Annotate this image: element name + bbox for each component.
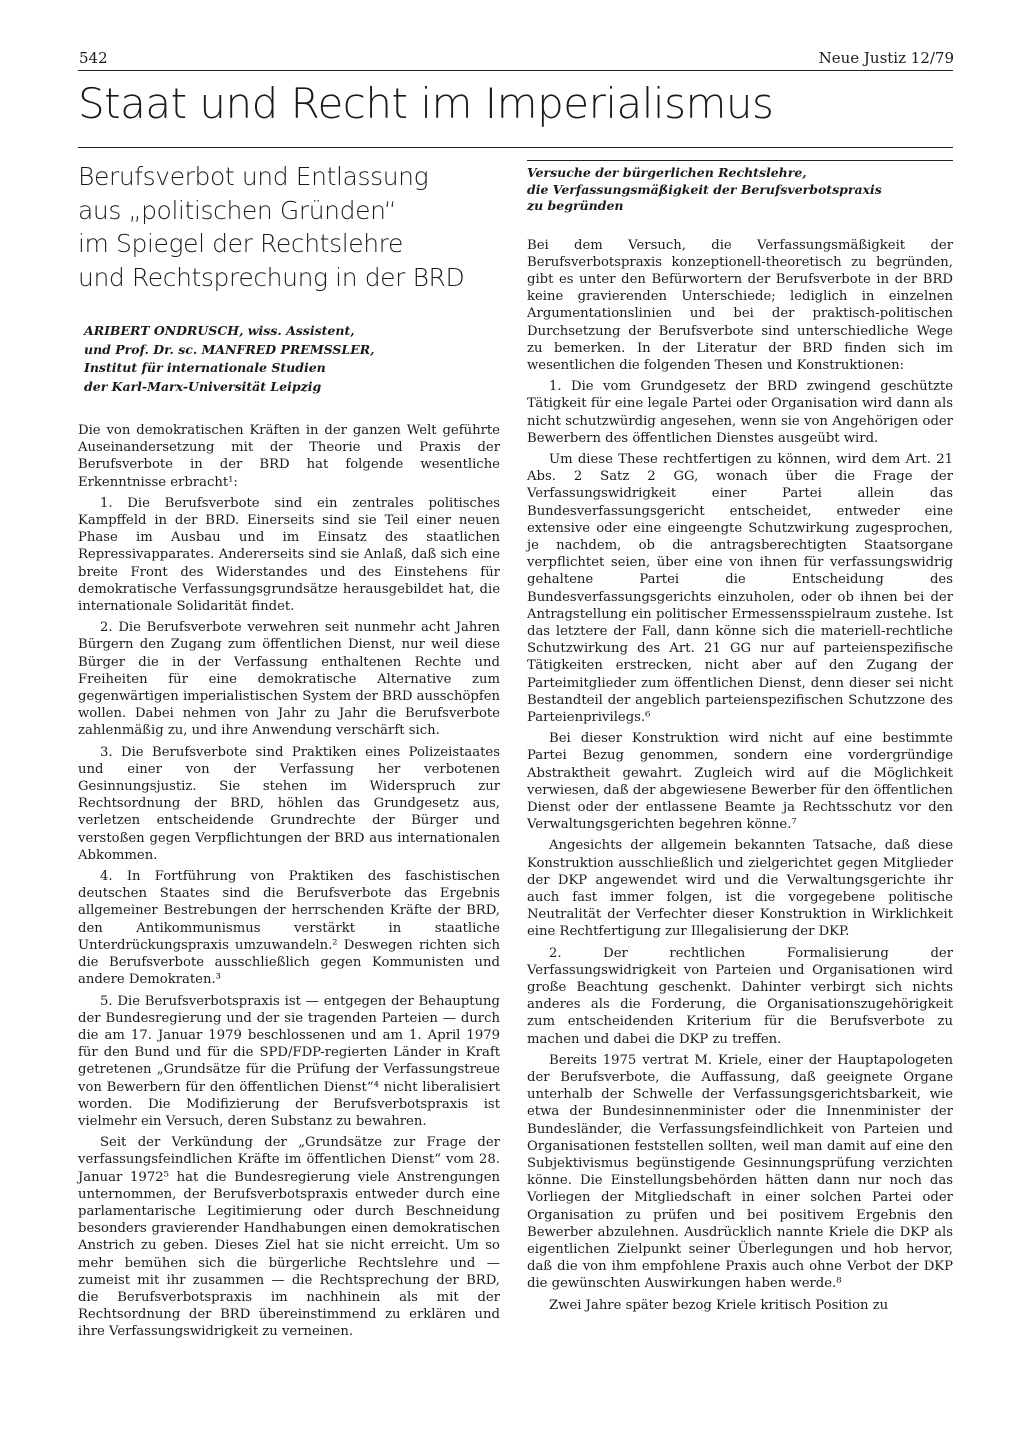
title-line: im Spiegel der Rechtslehre [78,229,403,258]
paragraph: Zwei Jahre später bezog Kriele kritisch Position zu [549,1297,889,1313]
title-line: und Rechtsprechung in der BRD [78,262,465,292]
paragraph: 2. Der rechtlichen Formalisierung der Verfassungswidrigkeit von Parteien und Organisationen wird große Beachtung geschenkt. Dahinter verbirgt sich nichts anderes als die Forderung, die Organisationszugehörigkeit zum entscheidenden Kriterium für die Berufsverbote zu machen und dabei die DKP zu treffen. [527,945,953,1047]
subhead-line: Versuche der bürgerlichen Rechtslehre, [527,165,807,180]
paragraph: Bei dieser Konstruktion wird nicht auf eine bestimmte Partei Bezug genommen, sondern eine vordergründige Abstraktheit gewahrt. Zugleich wird auf die Möglichkeit verwiesen, daß der abgewiesene Bewerber für den öffentlichen Dienst oder der entlassene Beamte ja Rechtsschutz vor den Verwaltungsgerichten begehren könne.⁷ [527,731,953,833]
paragraph: Bereits 1975 vertrat M. Kriele, einer der Hauptapologeten der Berufsverbote, die Auffassung, daß geeignete Organe unterhalb der Schwelle der Verfassungsgerichtsbarkeit, wie etwa der Bundesinnenminister oder die Innenminister der Bundesländer, die Verfassungsfeindlichkeit von Parteien und Organisationen feststellen sollten, weil man damit auf eine den Subjektivismus begünstigende Gesinnungsprüfung verzichten könne. Die Einstellungsbehörden hätten dann nur noch das Vorliegen der Mitgliedschaft in einer solchen Partei oder Organisation zu prüfen und bei positivem Ergebnis den Bewerber abzulehnen. Ausdrücklich nannte Kriele die DKP als eigentlichen Zielpunkt seiner Überlegungen und hob hervor, daß die von ihm empfohlene Praxis auch ohne Verbot der DKP die gewünschten Auswirkungen haben werde.⁸ [527,1052,953,1292]
paragraph: Bei dem Versuch, die Verfassungsmäßigkeit der Berufsverbotspraxis konzeptionell-theoretisch zu begründen, gibt es unter den Befürwortern der Berufsverbote in der BRD keine gravierenden Unterschiede; lediglich in einzelnen Argumentationslinien und bei der praktisch-politischen Durchsetzung der Berufsverbote sind unterschiedliche Wege zu bemerken. In der Literatur der BRD finden sich im wesentlichen die folgenden Thesen und Konstruktionen: [527,237,953,373]
author-line: und Prof. Dr. sc. MANFRED PREMSSLER, [84,341,375,357]
header-rule [78,70,953,71]
right-body [527,237,953,1314]
author-line: ARIBERT ONDRUSCH, wiss. Assistent, [84,323,355,338]
paragraph: Seit der Verkündung der „Grundsätze zur Frage der verfassungsfeindlichen Kräfte im öffentlichen Dienst“ vom 28. Januar 1972⁵ hat die Bundesregierung viele Anstrengungen unternommen, der Berufsverbotspraxis entweder durch eine parlamentarische Legitimierung oder durch Beschneidung besonders gravierender Handhabungen einen demokratischen Anstrich zu geben. Dieses Ziel hat sie nicht erreicht. Um so mehr bemühen sich die bürgerliche Rechtslehre und — zumeist mit ihr zusammen — die Rechtsprechung der BRD, die Berufsverbotspraxis im nachhinein als mit der Rechtsordnung der BRD übereinstimmend zu erklären und ihre Verfassungswidrigkeit zu verneinen. [78,1135,500,1340]
page-number: 542 [79,49,108,67]
title-line: Berufsverbot und Entlassung [78,162,429,191]
paragraph: 4. In Fortführung von Praktiken des faschistischen deutschen Staates sind die Berufsverbote das Ergebnis allgemeiner Bestrebungen der herrschenden Kräfte der BRD, den Antikommunismus verstärkt in staatliche Unterdrückungspraxis umzuwandeln.² Deswegen richten sich die Berufsverbote ausschließlich gegen Kommunisten und andere Demokraten.³ [78,869,500,988]
author-line: der Karl-Marx-Universität Leipzig [84,378,322,394]
left-body [78,422,500,1341]
subhead-line: die Verfassungsmäßigkeit der Berufsverbotspraxis [527,181,882,197]
left-column [78,160,500,1345]
author-block [78,322,500,396]
right-column [527,160,953,1318]
paragraph: 1. Die vom Grundgesetz der BRD zwingend geschützte Tätigkeit für eine legale Partei oder Organisation wird dann als nicht schutzwürdig angesehen, wenn sie von Angehörigen oder Bewerbern des öffentlichen Dienstes ausgeübt wird. [527,379,953,446]
paragraph: Um diese These rechtfertigen zu können, wird dem Art. 21 Abs. 2 Satz 2 GG, wonach über die Frage der Verfassungswidrigkeit einer Partei allein das Bundesverfassungsgericht entscheidet, entweder eine extensive oder eine eingeengte Schutzwirkung zugesprochen, je nachdem, ob die antragsberechtigten Staatsorgane verpflichtet seien, über eine von ihnen für verfassungswidrig gehaltene Partei die Entscheidung des Bundesverfassungsgerichts einzuholen, oder ob ihnen bei der Antragstellung ein politischer Ermessensspielraum zustehe. Ist das letztere der Fall, dann könne sich die materiell-rechtliche Schutzwirkung des Art. 21 GG nur auf parteienspezifische Tätigkeiten erstrecken, nicht aber auf den Zugang der Parteimitglieder zum öffentlichen Dienst, denn dieser sei nicht Bestandteil der angeblich parteienspezifischen Schutzzone des Parteienprivilegs.⁶ [527,451,953,725]
paragraph: 5. Die Berufsverbotspraxis ist — entgegen der Behauptung der Bundesregierung und der sie tragenden Parteien — durch die am 17. Januar 1979 beschlossenen und am 1. April 1979 für den Bund und für die SPD/FDP-regierten Länder in Kraft getretenen „Grundsätze für die Prüfung der Verfassungstreue von Bewerbern für den öffentlichen Dienst“⁴ nicht liberalisiert worden. Die Modifizierung der Berufsverbotspraxis ist vielmehr ein Versuch, deren Substanz zu bewahren. [78,993,500,1129]
section-rule [78,147,953,148]
journal-issue: Neue Justiz 12/79 [818,49,954,67]
subhead-line: zu begründen [527,198,624,213]
paragraph: 3. Die Berufsverbote sind Praktiken eines Polizeistaates und einer von der Verfassung her verbotenen Gesinnungsjustiz. Sie stehen im Widerspruch zur Rechtsordnung der BRD, höhlen das Grundgesetz aus, verletzen entscheidende Grundrechte der Bürger und verstoßen gegen Verpflichtungen der BRD aus internationalen Abkommen. [78,744,500,863]
section-title: Staat und Recht im Imperialismus [78,79,774,128]
subheading [527,165,953,215]
author-line: Institut für internationale Studien [84,360,326,375]
paragraph: 2. Die Berufsverbote verwehren seit nunmehr acht Jahren Bürgern den Zugang zum öffentlichen Dienst, nur weil diese Bürger die in der Verfassung enthaltenen Rechte und Freiheiten für eine demokratische Alternative zum gegenwärtigen imperialistischen System der BRD ausschöpfen wollen. Dabei nehmen von Jahr zu Jahr die Berufsverbote zahlenmäßig zu, und ihre Anwendung verschärft sich. [78,620,500,739]
article-title [78,160,500,294]
paragraph: 1. Die Berufsverbote sind ein zentrales politisches Kampffeld in der BRD. Einerseits sind sie Teil einer neuen Phase im Ausbau und im Einsatz des staatlichen Repressivapparates. Andererseits sind sie Anlaß, daß sich eine breite Front des Widerstandes und des Einstehens für demokratische Verfassungsgrundsätze herausgebildet hat, die internationale Solidarität findet. [78,495,500,615]
paragraph: Angesichts der allgemein bekannten Tatsache, daß diese Konstruktion ausschließlich und zielgerichtet gegen Mitglieder der DKP angewendet wird und die Verwaltungsgerichte ihr auch fast immer folgen, ist die vorgegebene politische Neutralität der Verfechter dieser Konstruktion in Wirklichkeit eine Rechtfertigung zur Illegalisierung der DKP. [527,838,953,940]
subhead-rule [527,160,953,161]
title-line: aus „politischen Gründen“ [78,195,397,225]
paragraph: Die von demokratischen Kräften in der ganzen Welt geführte Auseinandersetzung mit der Theorie und Praxis der Berufsverbote in der BRD hat folgende wesentliche Erkenntnisse erbracht¹: [78,423,500,490]
